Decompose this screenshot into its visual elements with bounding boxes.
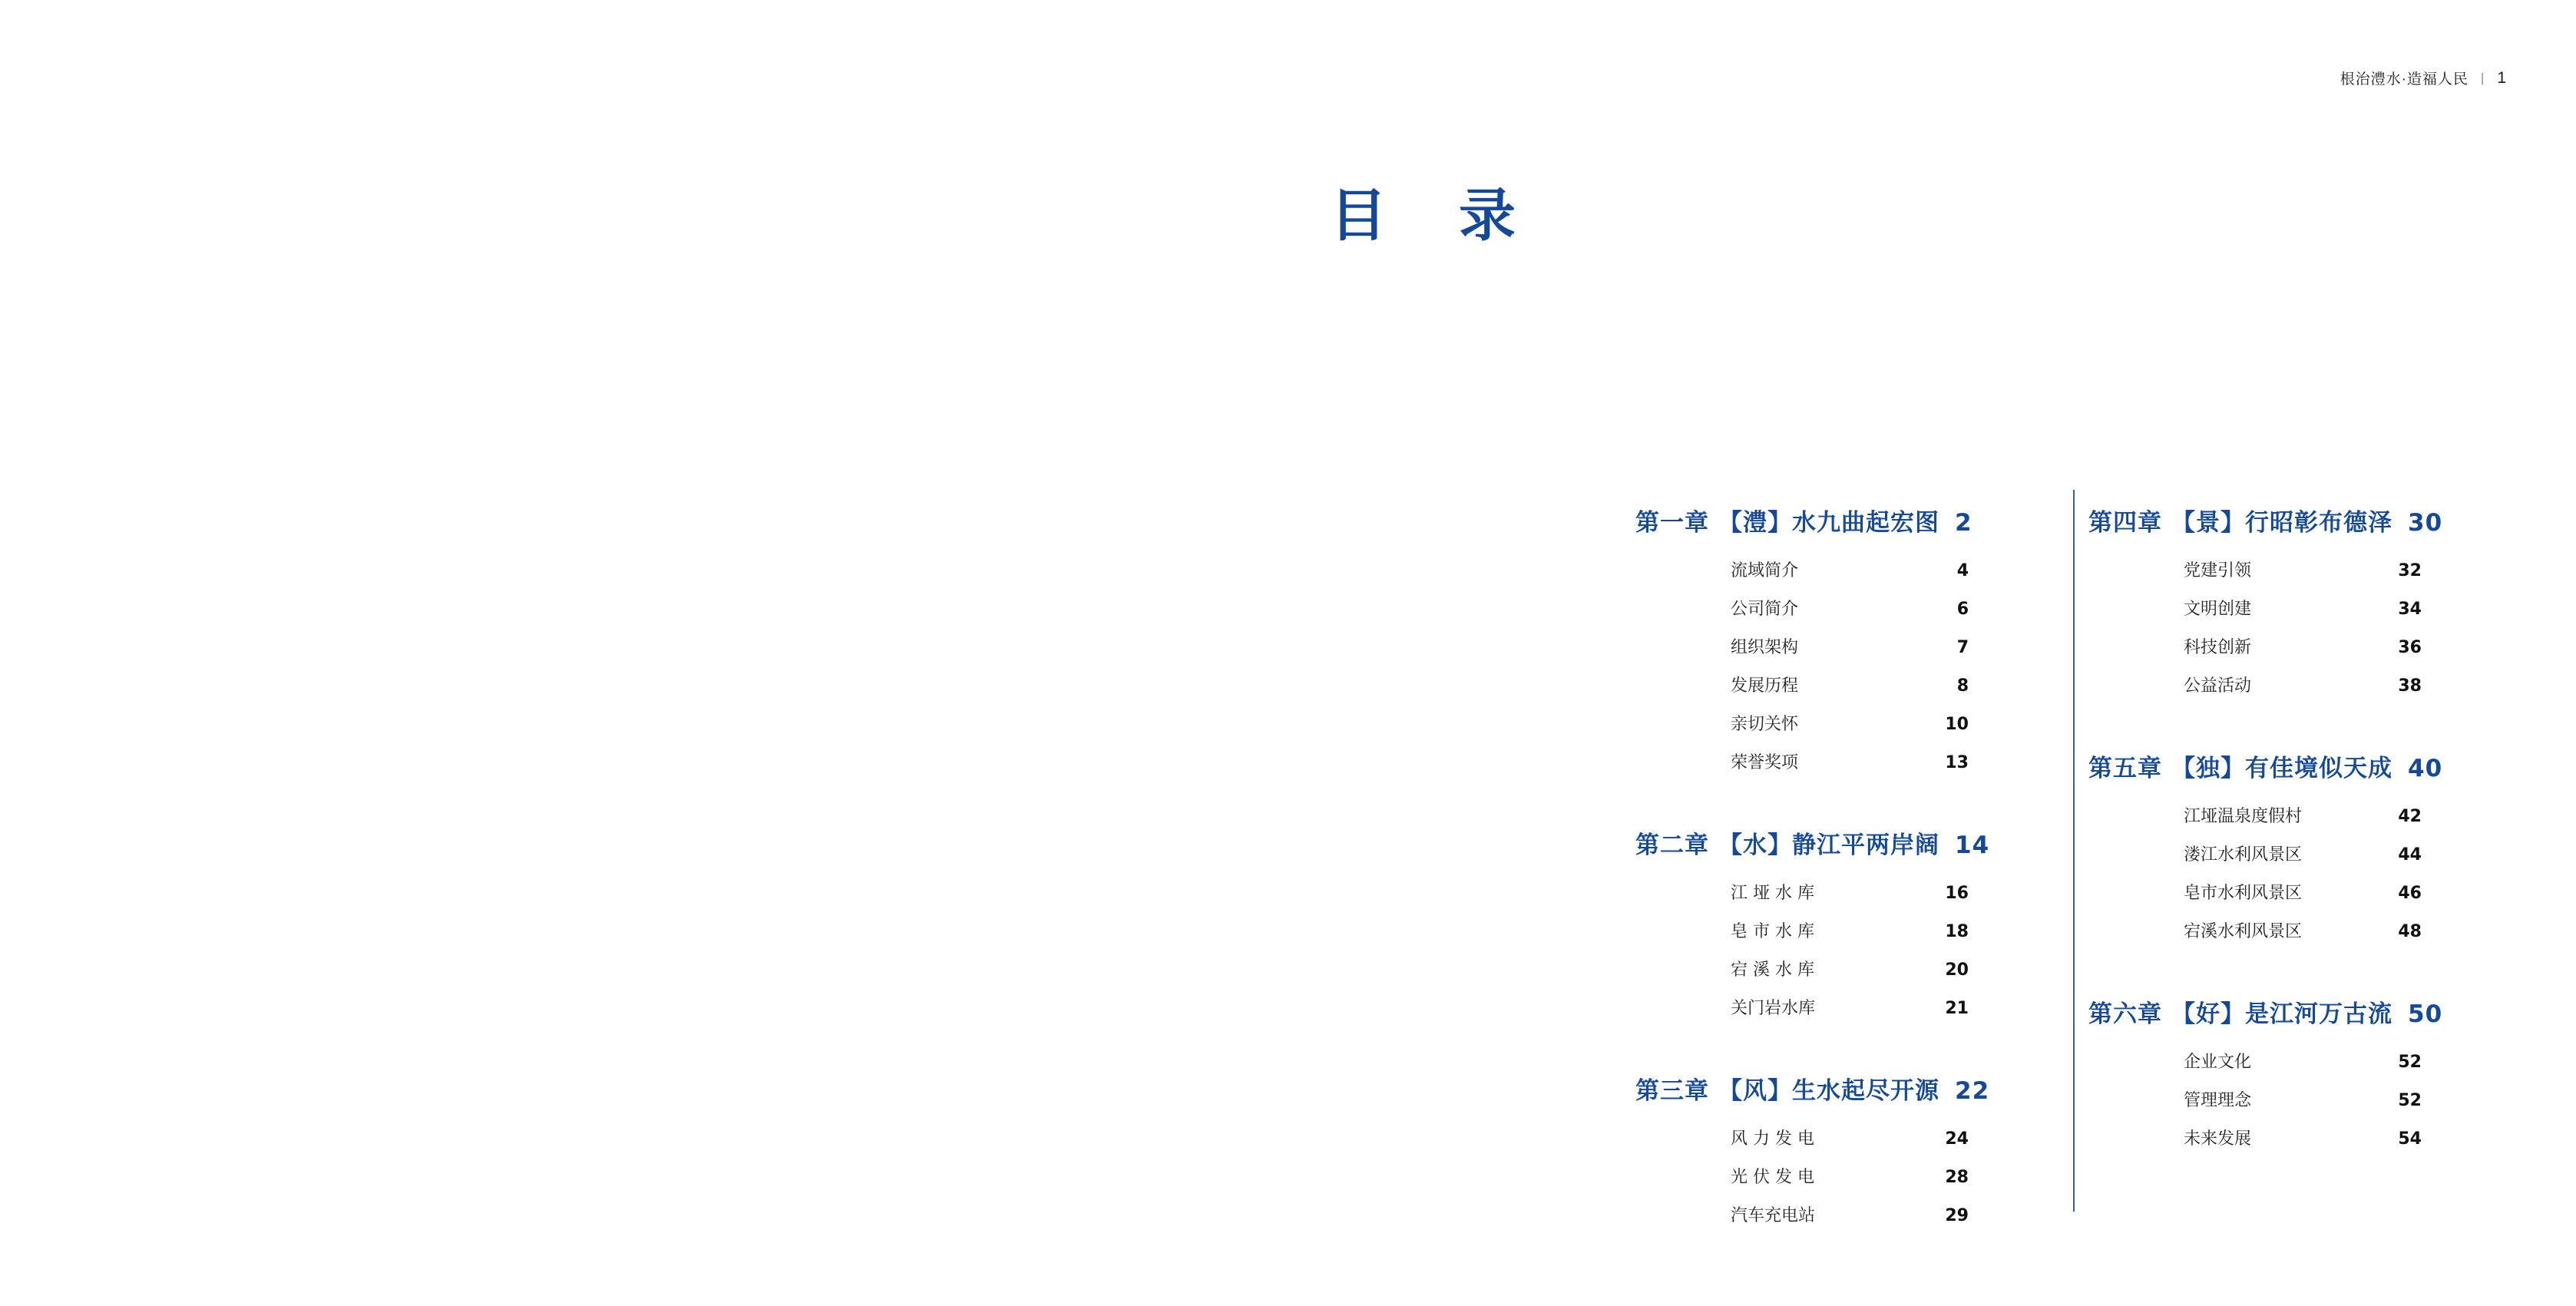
entry-page: 44 xyxy=(2398,845,2422,865)
page-number: 1 xyxy=(2497,68,2507,87)
toc-entry[interactable] xyxy=(1731,596,2042,620)
page-title: 目 录 xyxy=(1330,183,1542,249)
entry-label: 亲切关怀 xyxy=(1731,715,1799,734)
entry-label: 风 力 发 电 xyxy=(1731,1129,1814,1149)
entry-label: 党建引领 xyxy=(2184,561,2252,580)
entry-page: 8 xyxy=(1956,676,1969,696)
chapter-entries xyxy=(1635,880,2042,1019)
chapter-block[interactable] xyxy=(2088,994,2495,1149)
chapter-page: 40 xyxy=(2408,755,2443,782)
entry-label: 宕溪水利风景区 xyxy=(2184,922,2303,941)
toc-entry[interactable] xyxy=(1731,1164,2042,1188)
chapter-number: 第六章 xyxy=(2088,1000,2162,1028)
entry-page: 52 xyxy=(2398,1091,2422,1110)
toc-entry[interactable] xyxy=(1731,634,2042,658)
entry-page: 29 xyxy=(1945,1206,1969,1225)
chapter-title: 【澧】水九曲起宏图 xyxy=(1718,509,1939,537)
entry-label: 关门岩水库 xyxy=(1731,999,1816,1018)
chapter-heading[interactable] xyxy=(2088,503,2495,537)
entry-label: 文明创建 xyxy=(2184,600,2252,619)
toc-entry[interactable] xyxy=(2184,1049,2495,1073)
toc-entry[interactable] xyxy=(1731,557,2042,581)
entry-page: 7 xyxy=(1956,638,1969,657)
entry-page: 4 xyxy=(1956,561,1969,580)
entry-page: 20 xyxy=(1945,960,1969,980)
toc-entry[interactable] xyxy=(1731,1126,2042,1149)
entry-page: 28 xyxy=(1945,1168,1969,1187)
chapter-entries xyxy=(1635,557,2042,773)
toc-entry[interactable] xyxy=(2184,880,2495,904)
entry-page: 42 xyxy=(2398,807,2422,826)
chapter-page: 30 xyxy=(2408,509,2443,537)
chapter-page: 2 xyxy=(1955,509,1973,537)
entry-page: 52 xyxy=(2398,1053,2422,1072)
chapter-heading[interactable] xyxy=(2088,994,2495,1029)
toc-entry[interactable] xyxy=(2184,918,2495,942)
entry-page: 13 xyxy=(1945,753,1969,772)
toc-entry[interactable] xyxy=(2184,803,2495,827)
toc-column-left xyxy=(1635,503,2042,1226)
entry-label: 流域简介 xyxy=(1731,561,1799,580)
chapter-page: 14 xyxy=(1955,832,1990,859)
chapter-heading[interactable] xyxy=(1635,503,2042,537)
entry-label: 溇江水利风景区 xyxy=(2184,845,2303,865)
chapter-number: 第三章 xyxy=(1635,1077,1709,1105)
entry-label: 荣誉奖项 xyxy=(1731,753,1799,772)
entry-page: 38 xyxy=(2398,676,2422,696)
entry-label: 公司简介 xyxy=(1731,600,1799,619)
entry-page: 10 xyxy=(1945,715,1969,734)
entry-label: 发展历程 xyxy=(1731,676,1799,696)
entry-label: 皂 市 水 库 xyxy=(1731,922,1814,941)
chapter-block[interactable] xyxy=(2088,503,2495,696)
toc-entry[interactable] xyxy=(1731,673,2042,696)
toc-entry[interactable] xyxy=(2184,634,2495,658)
toc-entry[interactable] xyxy=(1731,880,2042,904)
entry-label: 管理理念 xyxy=(2184,1091,2252,1110)
chapter-heading[interactable] xyxy=(1635,825,2042,860)
chapter-block[interactable] xyxy=(2088,749,2495,942)
entry-page: 46 xyxy=(2398,884,2422,903)
toc-entry[interactable] xyxy=(2184,596,2495,620)
entry-page: 48 xyxy=(2398,922,2422,941)
toc-column-right xyxy=(2042,503,2495,1226)
chapter-block[interactable] xyxy=(1635,825,2042,1019)
toc-entry[interactable] xyxy=(2184,1126,2495,1149)
toc-columns xyxy=(1635,503,2495,1226)
chapter-entries xyxy=(2088,803,2495,942)
toc-entry[interactable] xyxy=(2184,1087,2495,1111)
entry-page: 18 xyxy=(1945,922,1969,941)
chapter-entries xyxy=(2088,1049,2495,1149)
entry-label: 公益活动 xyxy=(2184,676,2252,696)
entry-page: 24 xyxy=(1945,1129,1969,1149)
entry-label: 光 伏 发 电 xyxy=(1731,1168,1814,1187)
toc-entry[interactable] xyxy=(1731,711,2042,735)
chapter-number: 第一章 xyxy=(1635,509,1709,537)
entry-label: 科技创新 xyxy=(2184,638,2252,657)
entry-label: 宕 溪 水 库 xyxy=(1731,960,1814,980)
chapter-heading[interactable] xyxy=(2088,749,2495,783)
entry-label: 江 垭 水 库 xyxy=(1731,884,1814,903)
chapter-entries xyxy=(1635,1126,2042,1226)
running-head-text: 根治澧水·造福人民 xyxy=(2340,71,2469,88)
chapter-title: 【风】生水起尽开源 xyxy=(1718,1077,1939,1105)
toc-entry[interactable] xyxy=(2184,841,2495,865)
entry-page: 36 xyxy=(2398,638,2422,657)
entry-label: 组织架构 xyxy=(1731,638,1799,657)
chapter-entries xyxy=(2088,557,2495,696)
chapter-page: 50 xyxy=(2408,1000,2443,1028)
entry-label: 皂市水利风景区 xyxy=(2184,884,2303,903)
entry-page: 6 xyxy=(1956,600,1969,619)
entry-page: 32 xyxy=(2398,561,2422,580)
toc-entry[interactable] xyxy=(1731,957,2042,980)
running-head xyxy=(2340,68,2507,88)
entry-page: 16 xyxy=(1945,884,1969,903)
entry-label: 未来发展 xyxy=(2184,1129,2252,1149)
entry-label: 企业文化 xyxy=(2184,1053,2252,1072)
toc-entry[interactable] xyxy=(2184,673,2495,696)
chapter-number: 第五章 xyxy=(2088,755,2162,782)
entry-label: 江垭温泉度假村 xyxy=(2184,807,2303,826)
toc-entry[interactable] xyxy=(1731,1202,2042,1226)
chapter-block[interactable] xyxy=(1635,1071,2042,1226)
chapter-number: 第二章 xyxy=(1635,832,1709,859)
entry-page: 54 xyxy=(2398,1129,2422,1149)
chapter-title: 【好】是江河万古流 xyxy=(2171,1000,2392,1028)
chapter-heading[interactable] xyxy=(1635,1071,2042,1106)
toc-entry[interactable] xyxy=(2184,557,2495,581)
toc-entry[interactable] xyxy=(1731,918,2042,942)
chapter-number: 第四章 xyxy=(2088,509,2162,537)
running-head-separator: | xyxy=(2480,70,2485,85)
chapter-title: 【景】行昭彰布德泽 xyxy=(2171,509,2392,537)
toc-entry[interactable] xyxy=(1731,749,2042,773)
entry-label: 汽车充电站 xyxy=(1731,1206,1816,1225)
chapter-title: 【独】有佳境似天成 xyxy=(2171,755,2392,782)
toc-entry[interactable] xyxy=(1731,995,2042,1019)
chapter-block[interactable] xyxy=(1635,503,2042,773)
entry-page: 34 xyxy=(2398,600,2422,619)
entry-page: 21 xyxy=(1945,999,1969,1018)
chapter-title: 【水】静江平两岸阔 xyxy=(1718,832,1939,859)
chapter-page: 22 xyxy=(1955,1077,1990,1105)
